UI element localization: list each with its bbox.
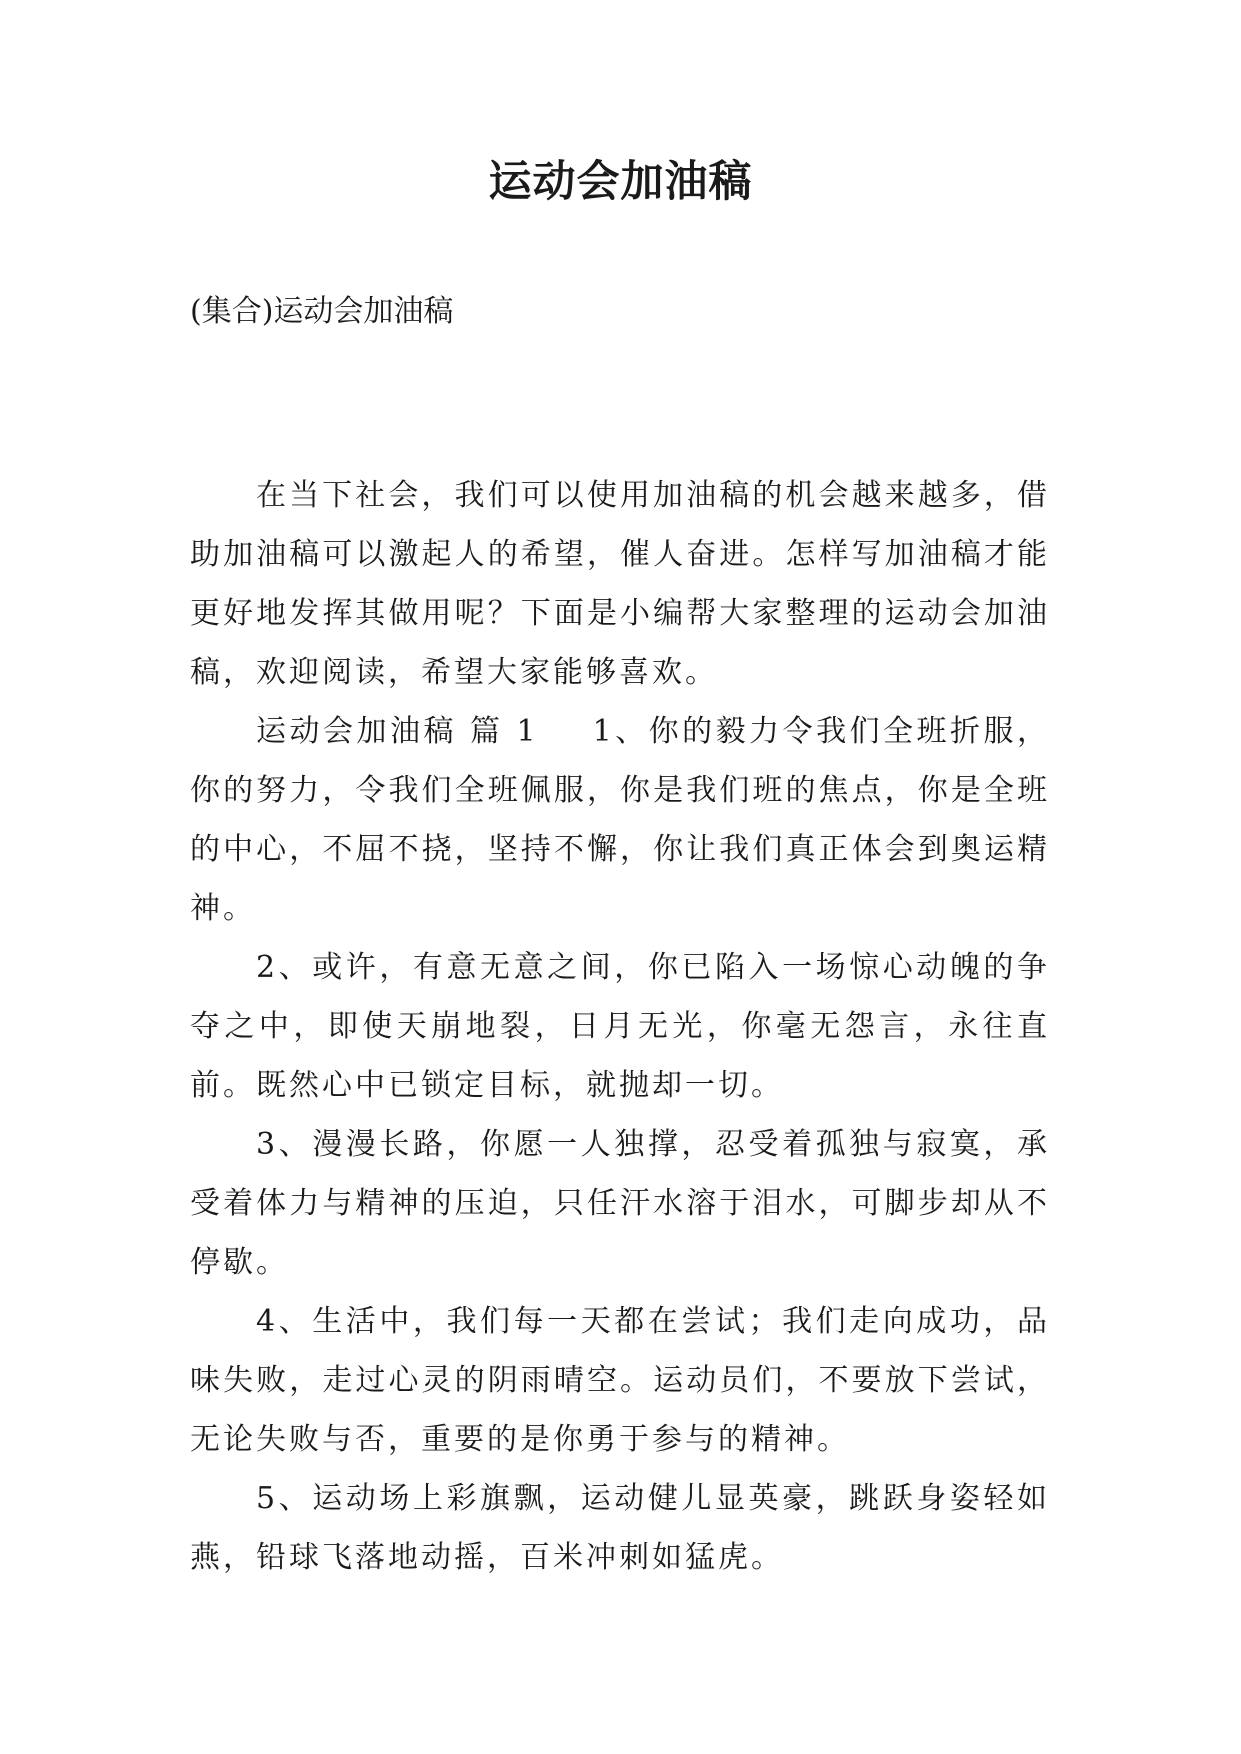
paragraph-4: 4、生活中，我们每一天都在尝试；我们走向成功，品味失败，走过心灵的阴雨晴空。运动员们，不要放下尝试，无论失败与否，重要的是你勇于参与的精神。 <box>190 1304 1050 1457</box>
document-body <box>190 466 1050 1587</box>
paragraph-1 <box>190 702 1050 938</box>
intro-paragraph: 在当下社会，我们可以使用加油稿的机会越来越多，借助加油稿可以激起人的希望，催人奋进。怎样写加油稿才能更好地发挥其做用呢？下面是小编帮大家整理的运动会加油稿，欢迎阅读，希望大家能够喜欢。 <box>190 478 1050 690</box>
document-title: 运动会加油稿 <box>488 157 753 207</box>
section-heading: 运动会加油稿 篇 1 <box>256 714 539 749</box>
document-subtitle: (集合)运动会加油稿 <box>190 294 454 329</box>
paragraph-2: 2、或许，有意无意之间，你已陷入一场惊心动魄的争夺之中，即使天崩地裂，日月无光，你毫无怨言，永往直前。既然心中已锁定目标，就抛却一切。 <box>190 950 1050 1103</box>
paragraph-5: 5、运动场上彩旗飘，运动健儿显英豪，跳跃身姿轻如燕，铅球飞落地动摇，百米冲刺如猛虎。 <box>190 1481 1050 1575</box>
item-1: 1、你的毅力令我们全班折服，你的努力，令我们全班佩服，你是我们班的焦点，你是全班的中心，不屈不挠，坚持不懈，你让我们真正体会到奥运精神。 <box>190 714 1050 926</box>
paragraph-3: 3、漫漫长路，你愿一人独撑，忍受着孤独与寂寞，承受着体力与精神的压迫，只任汗水溶于泪水，可脚步却从不停歇。 <box>190 1127 1050 1280</box>
